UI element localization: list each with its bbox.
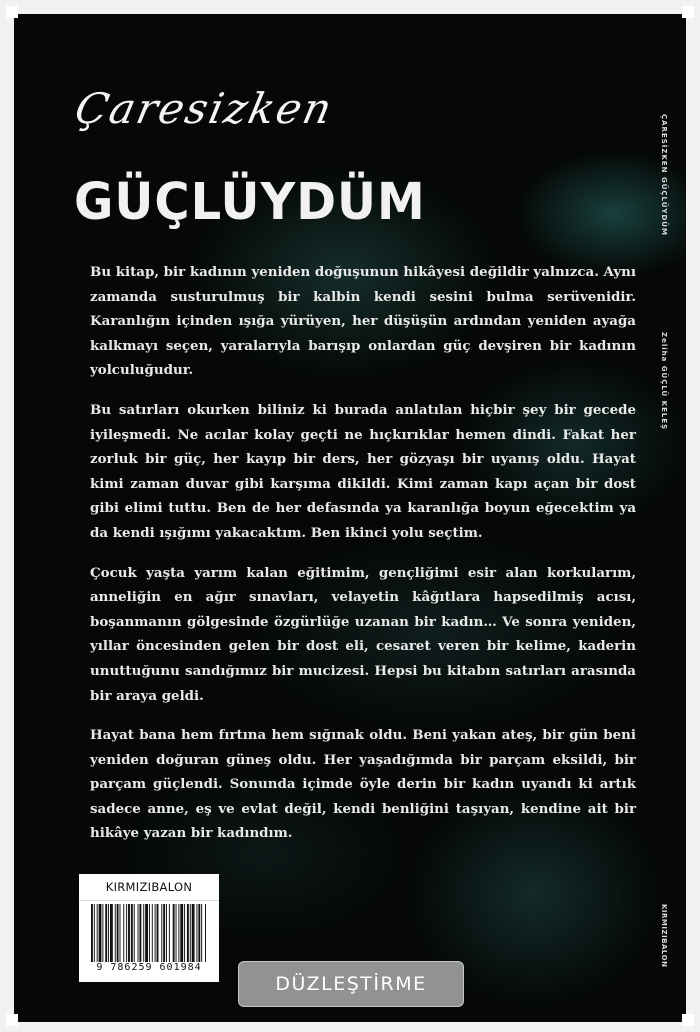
barcode-bar bbox=[163, 904, 165, 962]
barcode-bar bbox=[91, 904, 93, 962]
barcode-bar bbox=[184, 904, 185, 962]
spine-publisher: KIRMIZIBALON bbox=[660, 904, 668, 968]
barcode-bar bbox=[196, 904, 197, 962]
barcode-bar bbox=[126, 904, 127, 962]
barcode-bar bbox=[110, 904, 113, 962]
title-bold-line: GÜÇLÜYDÜM bbox=[74, 172, 426, 232]
barcode-bar bbox=[187, 904, 189, 962]
barcode-bars bbox=[91, 904, 207, 962]
barcode-box bbox=[79, 874, 219, 982]
barcode-bar bbox=[94, 904, 95, 962]
barcode-bar bbox=[157, 904, 159, 962]
barcode-bar bbox=[115, 904, 116, 962]
barcode-bar bbox=[108, 904, 109, 962]
barcode-bar bbox=[138, 904, 139, 962]
barcode-bar bbox=[145, 904, 148, 962]
flatten-button[interactable]: DÜZLEŞTİRME bbox=[238, 961, 464, 1007]
barcode-bar bbox=[201, 904, 202, 962]
blurb-paragraph-3: Çocuk yaşta yarım kalan eğitimim, gençliğimi esir alan korkularım, anneliğin en ağır sınavları, velayetin kâğıtlara hapsedilmiş acısı, boşanmanın gölgesinde özgürlüğe uzanan bir kadın… Ve sonra yeniden, yıllar öncesinden gelen bir dost eli, cesaret veren bir kelime, kaderin unuttuğunu sandığımız bir mucizesi. Hepsi bu kitabın satırları arasında bir araya geldi. bbox=[90, 564, 636, 704]
barcode-bar bbox=[155, 904, 156, 962]
barcode-bar bbox=[161, 904, 162, 962]
barcode-bar bbox=[123, 904, 124, 962]
barcode-bar bbox=[131, 904, 133, 962]
isbn-digits: 9 786259 601984 bbox=[96, 962, 202, 973]
barcode-bar bbox=[192, 904, 195, 962]
blurb-paragraph-2: Bu satırları okurken biliniz ki burada anlatılan hiçbir şey bir gecede iyileşmedi. Ne acılar kolay geçti ne hıçkırıklar hemen dindi. Fakat her zorluk bir güç, her kayıp bir ders, her gözyaşı bir uyanış oldu. Hayat kimi zaman duvar gibi karşıma dikildi. Kimi zaman kapı açan bir dost gibi elimi tuttu. Ben de her defasında ya karanlığa boyun eğecektim ya da kendi ışığımı yakacaktım. Ben ikinci yolu seçtim. bbox=[90, 401, 636, 541]
crop-mark-top-right bbox=[682, 6, 694, 18]
barcode-bar bbox=[198, 904, 200, 962]
barcode-bar bbox=[102, 904, 103, 962]
crop-mark-top-left bbox=[6, 6, 18, 18]
book-back-cover bbox=[14, 14, 686, 1022]
spine-title: ÇARESİZKEN GÜÇLÜYDÜM bbox=[660, 114, 668, 236]
crop-mark-bottom-left bbox=[6, 1014, 18, 1026]
barcode-bar bbox=[152, 904, 153, 962]
blurb-paragraph-1: Bu kitap, bir kadının yeniden doğuşunun hikâyesi değildir yalnızca. Aynı zamanda susturulmuş bir kalbin kendi sesini bulma serüvenidir. Karanlığın içinden ışığa yürüyen, her düşüşün ardından yeniden ayağa kalkmayı seçen, yaralarıyla barışıp onlardan güç devşiren bir kadının yolculuğudur. bbox=[90, 264, 636, 379]
blurb-paragraph-4: Hayat bana hem fırtına hem sığınak oldu. Beni yakan ateş, bir gün beni yeniden doğuran güneş oldu. Her yaşadığımda bir parçam eksildi, bir parçam güçlendi. Sonunda içimde öyle derin bir kadın uyandı ki artık sadece anne, eş ve evlat değil, kendi benliğini taşıyan, kendine ait bir hikâye yazan bir kadındım. bbox=[90, 727, 636, 842]
barcode-bar bbox=[166, 904, 167, 962]
barcode-bar bbox=[99, 904, 102, 962]
barcode-bar bbox=[143, 904, 144, 962]
publisher-logo: KIRMIZIBALON bbox=[79, 874, 219, 901]
barcode-bar bbox=[180, 904, 183, 962]
barcode-bar bbox=[117, 904, 119, 962]
barcode-bar bbox=[178, 904, 179, 962]
barcode-bar bbox=[105, 904, 107, 962]
barcode-bar bbox=[139, 904, 141, 962]
barcode-bar bbox=[176, 904, 177, 962]
barcode-bar bbox=[190, 904, 191, 962]
barcode-bar bbox=[169, 904, 170, 962]
barcode-bar bbox=[120, 904, 121, 962]
spine-author: Zeliha GÜÇLÜ KELEŞ bbox=[660, 332, 668, 431]
barcode-bar bbox=[97, 904, 98, 962]
blurb-text bbox=[90, 260, 636, 861]
title-script-line: Çaresizken bbox=[70, 84, 338, 133]
barcode-bar bbox=[205, 904, 206, 962]
barcode-bar bbox=[134, 904, 135, 962]
barcode-bar bbox=[149, 904, 150, 962]
barcode-bar bbox=[128, 904, 130, 962]
crop-mark-bottom-right bbox=[682, 1014, 694, 1026]
barcode-bar bbox=[173, 904, 175, 962]
